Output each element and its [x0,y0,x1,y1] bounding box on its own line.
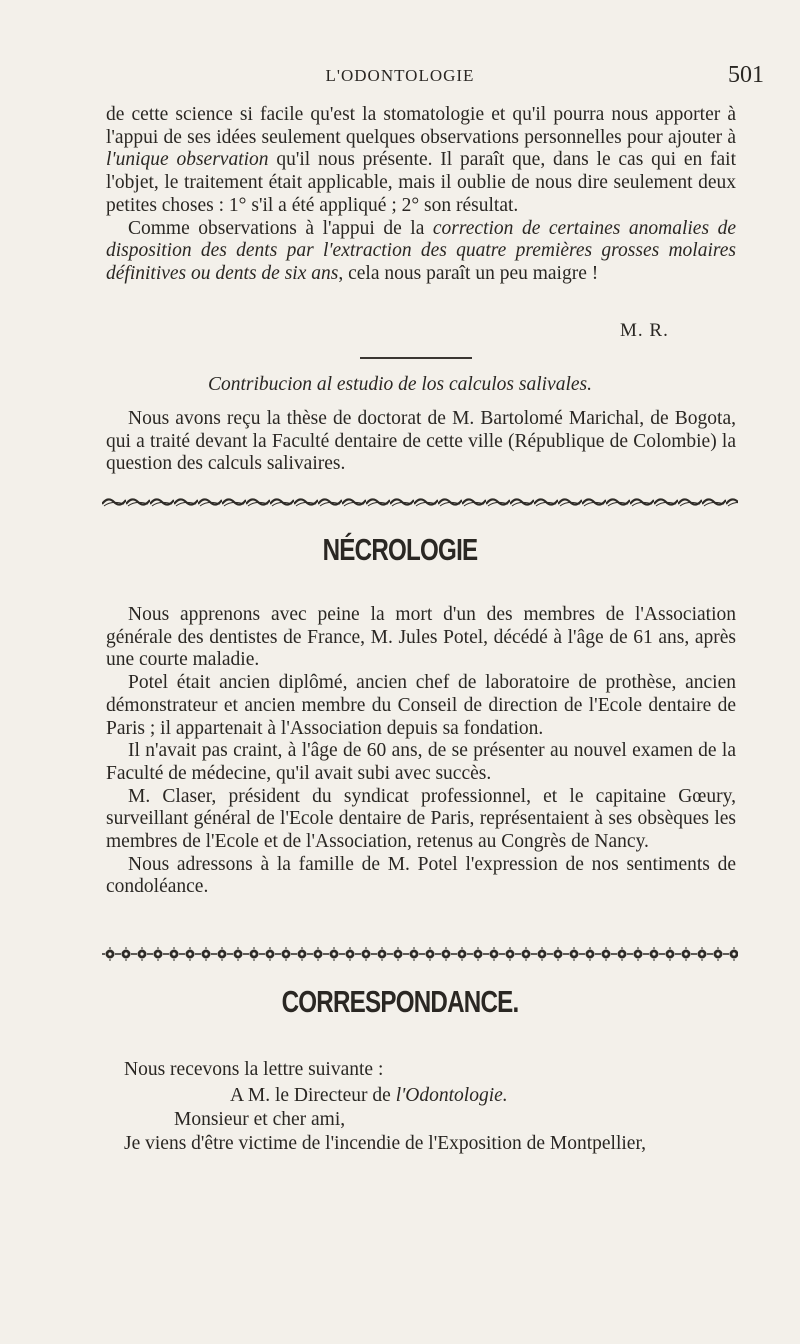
necrologie-paragraph: Nous apprenons avec peine la mort d'un des membres de l'Association générale des dentistes de France, M. Jules Potel, décédé à l'âge de 61 ans, après une courte maladie. [106,604,736,671]
scroll-ornament-icon [102,494,738,510]
journal-title: L'ODONTOLOGIE [325,66,475,85]
review-signature: M. R. [620,320,669,341]
running-head [0,62,800,92]
letter-address: A M. le Directeur de l'Odontologie. [230,1085,508,1106]
letter-first-line: Je viens d'être victime de l'incendie de l'Exposition de Montpellier, [124,1133,647,1154]
review-paragraph-2: Comme observations à l'appui de la correction de certaines anomalies de disposition des dents par l'extraction des quatre premières grosses molaires définitives ou dents de six ans, cela nous paraît un peu maigre ! [106,217,736,284]
necrologie-paragraph: M. Claser, président du syndicat professionnel, et le capitaine Gœury, surveillant général de l'Ecole dentaire de Paris, représentaient à ses obsèques les membres de l'Ecole et de l'Association, retenus au Congrès de Nancy. [106,785,736,853]
review-text [106,104,736,286]
review-paragraph-1: de cette science si facile qu'est la stomatologie et qu'il pourra nous apporter à l'appui de ses idées seulement quelques observations personnelles pour ajouter à l'unique observation qu'il nous présente. Il paraît que, dans le cas qui en fait l'objet, le traitement était applicable, mais il oublie de nous dire seulement deux petites choses : 1° s'il a été appliqué ; 2° son résultat. [106,104,737,216]
section-rule [360,357,472,359]
page-number: 501 [728,62,764,88]
ornament-divider-1 [102,494,738,510]
correspondance-heading: CORRESPONDANCE. [281,984,519,1019]
necrologie-text [106,604,736,899]
contribucion-text: Nous avons reçu la thèse de doctorat de M. Bartolomé Marichal, de Bogota, qui a traité devant la Faculté dentaire de cette ville (République de Colombie) la question des calculs salivaires. [106,408,736,475]
contribucion-title: Contribucion al estudio de los calculos salivales. [207,374,592,395]
correspondance-intro: Nous recevons la lettre suivante : [124,1059,384,1080]
necrologie-paragraph: Il n'avait pas craint, à l'âge de 60 ans, de se présenter au nouvel examen de la Faculté de médecine, qu'il avait subi avec succès. [106,740,736,784]
floral-ornament-icon [102,946,738,962]
letter-salutation: Monsieur et cher ami, [174,1109,346,1130]
necrologie-paragraph: Potel était ancien diplômé, ancien chef de laboratoire de prothèse, ancien démonstrateur et ancien membre du Conseil de direction de l'Ecole dentaire de Paris ; il appartenait à l'Association depuis sa fondation. [106,672,736,739]
contribucion-text-block [106,408,736,476]
necrologie-paragraph: Nous adressons à la famille de M. Potel l'expression de nos sentiments de condoléance. [106,853,736,898]
necrologie-heading: NÉCROLOGIE [322,532,478,567]
ornament-divider-2 [102,946,738,962]
